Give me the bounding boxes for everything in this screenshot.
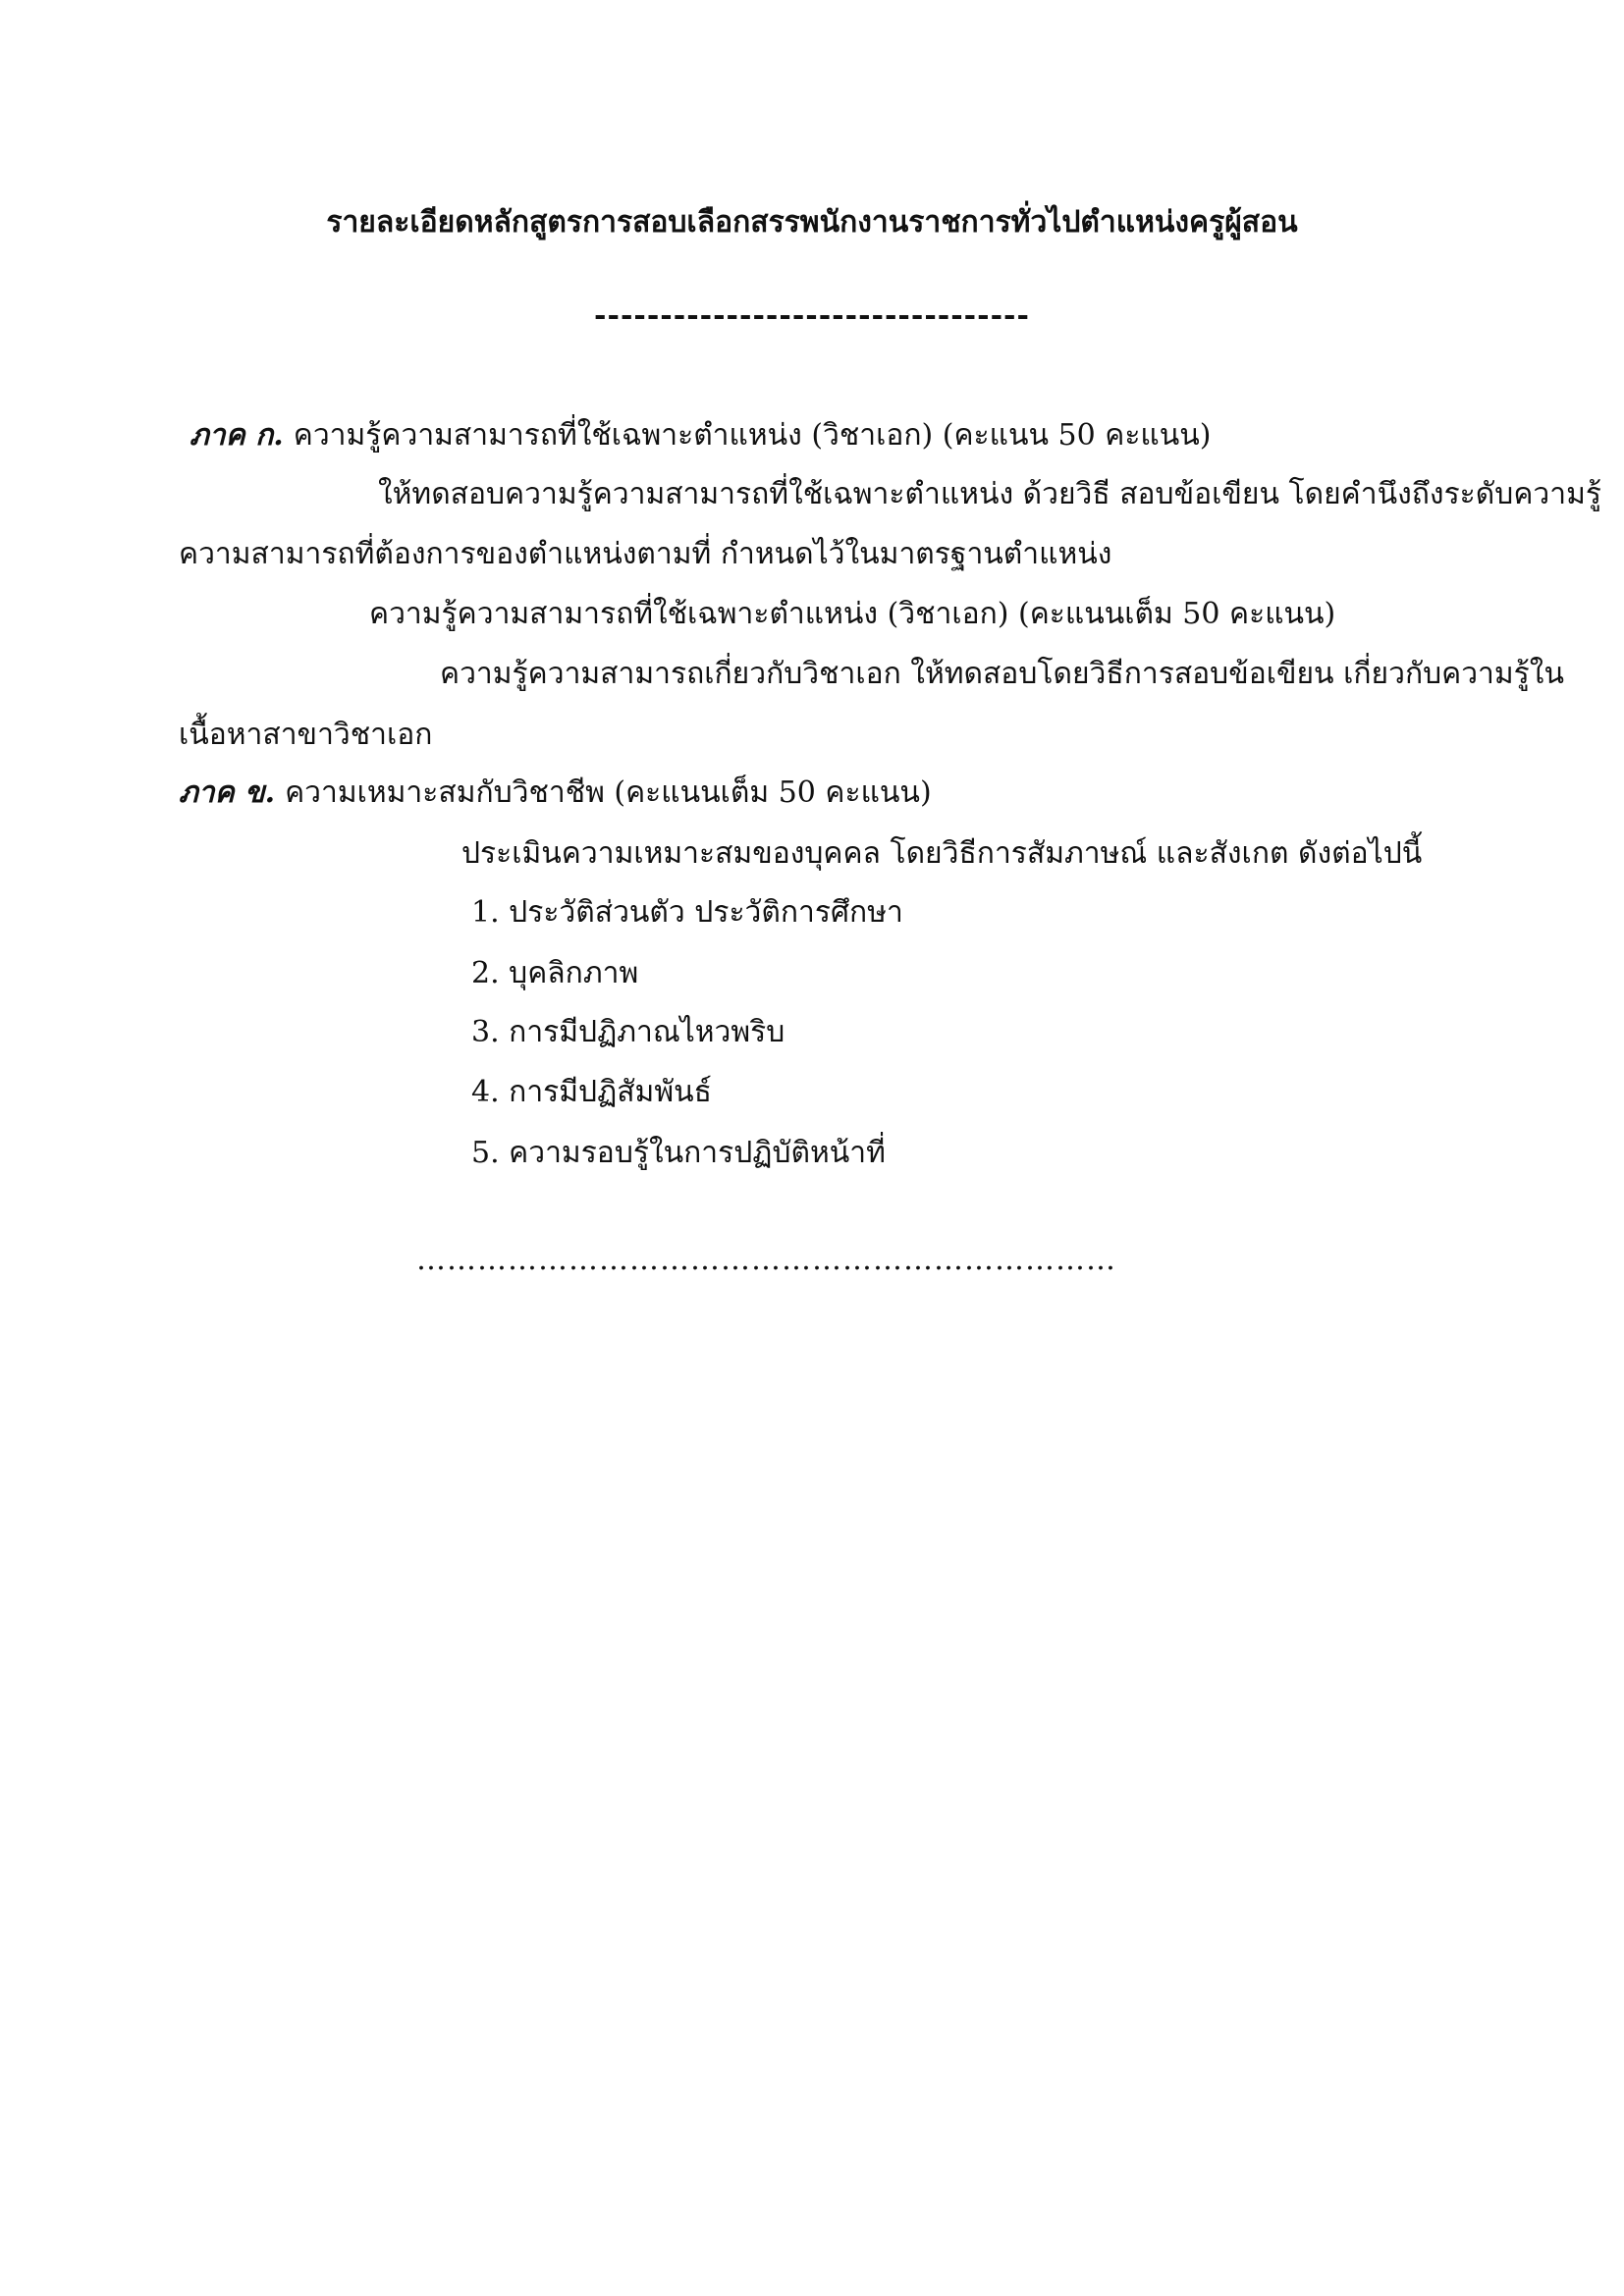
- list-item: 4. การมีปฏิสัมพันธ์: [471, 1075, 712, 1109]
- list-item: 1. ประวัติส่วนตัว ประวัติการศึกษา: [471, 895, 903, 930]
- part-a-subheading: ความรู้ความสามารถที่ใช้เฉพาะตำแหน่ง (วิชาเอก) (คะแนนเต็ม 50 คะแนน): [369, 597, 1336, 631]
- part-b-heading-text: ความเหมาะสมกับวิชาชีพ (คะแนนเต็ม 50 คะแนน): [285, 775, 932, 810]
- part-a-description-line-2: เนื้อหาสาขาวิชาเอก: [179, 718, 433, 752]
- part-b-label: ภาค ข.: [179, 775, 276, 810]
- list-item: 3. การมีปฏิภาณไหวพริบ: [471, 1015, 785, 1049]
- document-title: รายละเอียดหลักสูตรการสอบเลือกสรรพนักงานราชการทั่วไปตำแหน่งครูผู้สอน: [326, 205, 1298, 240]
- part-a-instruction-line-2: ความสามารถที่ต้องการของตำแหน่งตามที่ กำหนดไว้ในมาตรฐานตำแหน่ง: [179, 537, 1112, 571]
- end-separator: ……………………………………………………………: [416, 1243, 1116, 1277]
- list-item: 5. ความรอบรู้ในการปฏิบัติหน้าที่: [471, 1136, 886, 1170]
- part-a-instruction-line-1: ให้ทดสอบความรู้ความสามารถที่ใช้เฉพาะตำแหน่ง ด้วยวิธี สอบข้อเขียน โดยคำนึงถึงระดับความรู้: [378, 477, 1601, 511]
- list-item: 2. บุคลิกภาพ: [471, 956, 639, 990]
- part-a-description-line-1: ความรู้ความสามารถเกี่ยวกับวิชาเอก ให้ทดสอบโดยวิธีการสอบข้อเขียน เกี่ยวกับความรู้ใน: [440, 657, 1564, 691]
- part-b-instruction: ประเมินความเหมาะสมของบุคคล โดยวิธีการสัมภาษณ์ และสังเกต ดังต่อไปนี้: [461, 836, 1423, 871]
- title-separator: ---------------------------------: [594, 298, 1030, 333]
- part-b-heading: [179, 772, 932, 815]
- part-a-heading-text: ความรู้ความสามารถที่ใช้เฉพาะตำแหน่ง (วิชาเอก) (คะแนน 50 คะแนน): [293, 418, 1212, 453]
- part-a-heading: [189, 414, 1211, 457]
- part-a-label: ภาค ก.: [189, 418, 284, 453]
